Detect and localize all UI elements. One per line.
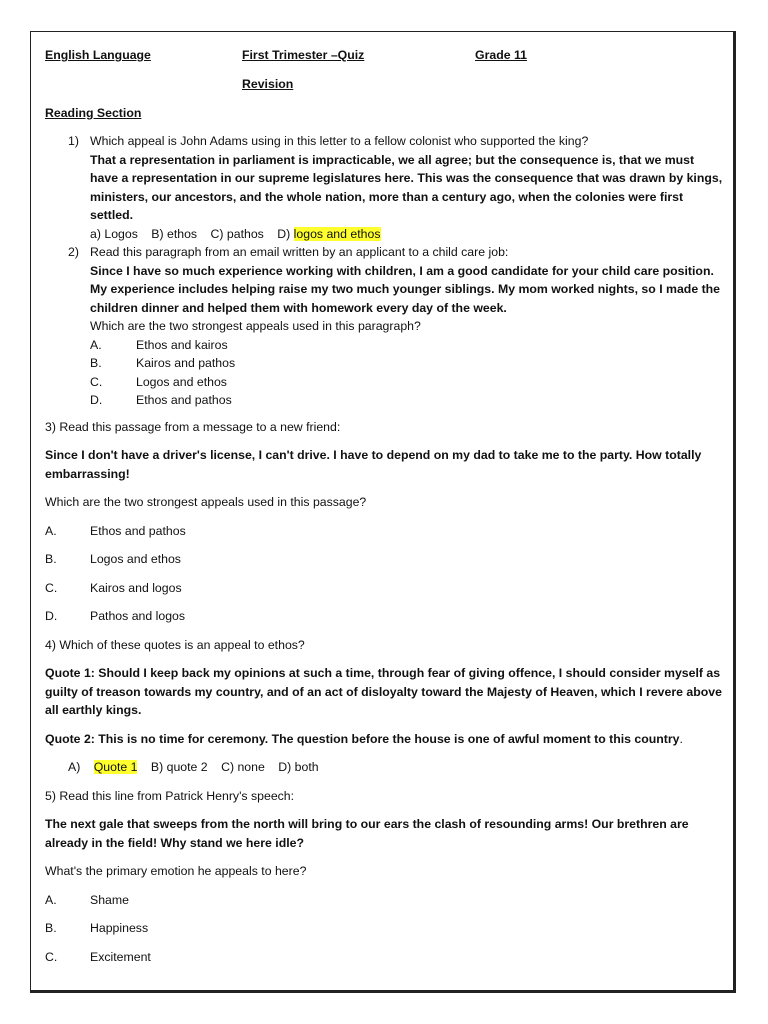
question-text: What's the primary emotion he appeals to here? (45, 864, 307, 878)
option-row (90, 391, 723, 410)
question-text: Which are the two strongest appeals used in this passage? (45, 495, 367, 509)
quote-1: Quote 1: Should I keep back my opinions at such a time, through fear of giving offence, I should consider myself as guilty of treason towards my country, and of an act of disloyalty toward the Majesty of Heaven, which I revere above all earthly kings. (45, 666, 722, 717)
option-letter: B. (90, 356, 102, 370)
option-text: Pathos and logos (90, 609, 186, 623)
grade-label: Grade 11 (475, 48, 527, 62)
option-text: Ethos and pathos (90, 523, 186, 538)
option-letter: D. (90, 393, 103, 407)
option-a: a) Logos (90, 226, 138, 241)
option-letter: C. (45, 949, 58, 964)
option-row (45, 607, 723, 626)
quote-2-line (45, 730, 723, 749)
option-row (45, 948, 723, 967)
option-row (45, 919, 723, 938)
option-text: Kairos and logos (90, 580, 182, 595)
option-letter: B. (45, 552, 57, 566)
question-3 (45, 418, 723, 626)
question-prompt: 4) Which of these quotes is an appeal to ethos? (45, 637, 305, 652)
highlighted-answer: logos and ethos (293, 226, 381, 241)
question-passage: Since I don't have a driver's license, I can't drive. I have to depend on my dad to take me to the party. How totally embarrassing! (45, 448, 702, 481)
option-letter: A. (45, 523, 57, 538)
option-b: B) ethos (151, 226, 198, 241)
question-options (90, 225, 723, 244)
quote-2: Quote 2: This is no time for ceremony. The question before the house is one of awful moment to this country (45, 731, 680, 746)
revision-label: Revision (242, 77, 294, 91)
question-prompt: Read this paragraph from an email written by an applicant to a child care job: (90, 245, 509, 259)
option-letter: B. (45, 921, 57, 935)
section-title: Reading Section (45, 106, 142, 120)
option-row (45, 550, 723, 569)
question-1 (45, 132, 723, 243)
question-number: 2) (68, 245, 79, 259)
option-text: Ethos and pathos (136, 393, 232, 407)
option-text: Logos and ethos (136, 374, 227, 389)
document-page (30, 31, 736, 993)
highlighted-answer: Quote 1 (93, 760, 138, 774)
option-c: C) none (221, 760, 265, 774)
option-letter: A. (90, 337, 102, 352)
question-5 (45, 787, 723, 967)
option-row (90, 373, 723, 392)
question-2 (45, 243, 723, 410)
quote-2-period: . (679, 731, 683, 746)
option-letter: D. (45, 609, 58, 623)
option-text: Shame (90, 892, 129, 907)
revision-row (45, 75, 723, 95)
option-b: B) quote 2 (150, 760, 208, 774)
question-options (45, 758, 723, 777)
option-letter: C. (90, 374, 103, 389)
option-c: C) pathos (210, 226, 264, 241)
header-row (45, 46, 723, 66)
question-passage: The next gale that sweeps from the north will bring to our ears the clash of resounding arms! Our brethren are already in the field! Why stand we here idle? (45, 817, 689, 850)
question-prompt: 3) Read this passage from a message to a new friend: (45, 419, 341, 434)
option-row (45, 891, 723, 910)
option-row (90, 354, 723, 373)
document-content (45, 46, 723, 966)
question-text: Which are the two strongest appeals used in this paragraph? (90, 319, 421, 333)
option-a-prefix: A) (68, 760, 81, 774)
option-text: Excitement (90, 949, 151, 964)
option-text: Kairos and pathos (136, 356, 236, 370)
option-row (45, 579, 723, 598)
option-text: Happiness (90, 921, 149, 935)
question-prompt: 5) Read this line from Patrick Henry's speech: (45, 788, 295, 803)
subject-label: English Language (45, 48, 151, 62)
option-d: D) (277, 226, 291, 241)
option-text: Logos and ethos (90, 552, 181, 566)
option-letter: C. (45, 580, 58, 595)
question-prompt: Which appeal is John Adams using in this letter to a fellow colonist who supported the king? (90, 134, 589, 148)
option-letter: A. (45, 892, 57, 907)
question-4 (45, 636, 723, 777)
option-row (90, 336, 723, 355)
question-number: 1) (68, 134, 79, 148)
option-d: D) both (278, 760, 319, 774)
term-label: First Trimester –Quiz (242, 48, 365, 62)
option-row (45, 522, 723, 541)
question-passage: That a representation in parliament is impracticable, we all agree; but the consequence is, that we must have a representation in our supreme legislatures here. This was the consequence that was drawn by kings, ministers, our ancestors, and the whole nation, more than a century ago, when the colonies were first settled. (90, 152, 723, 222)
question-passage: Since I have so much experience working with children, I am a good candidate for your child care position. My experience includes helping raise my two much younger siblings. My mom worked nights, so I made the children dinner and helped them with homework every day of the week. (90, 263, 721, 315)
option-text: Ethos and kairos (136, 337, 228, 352)
